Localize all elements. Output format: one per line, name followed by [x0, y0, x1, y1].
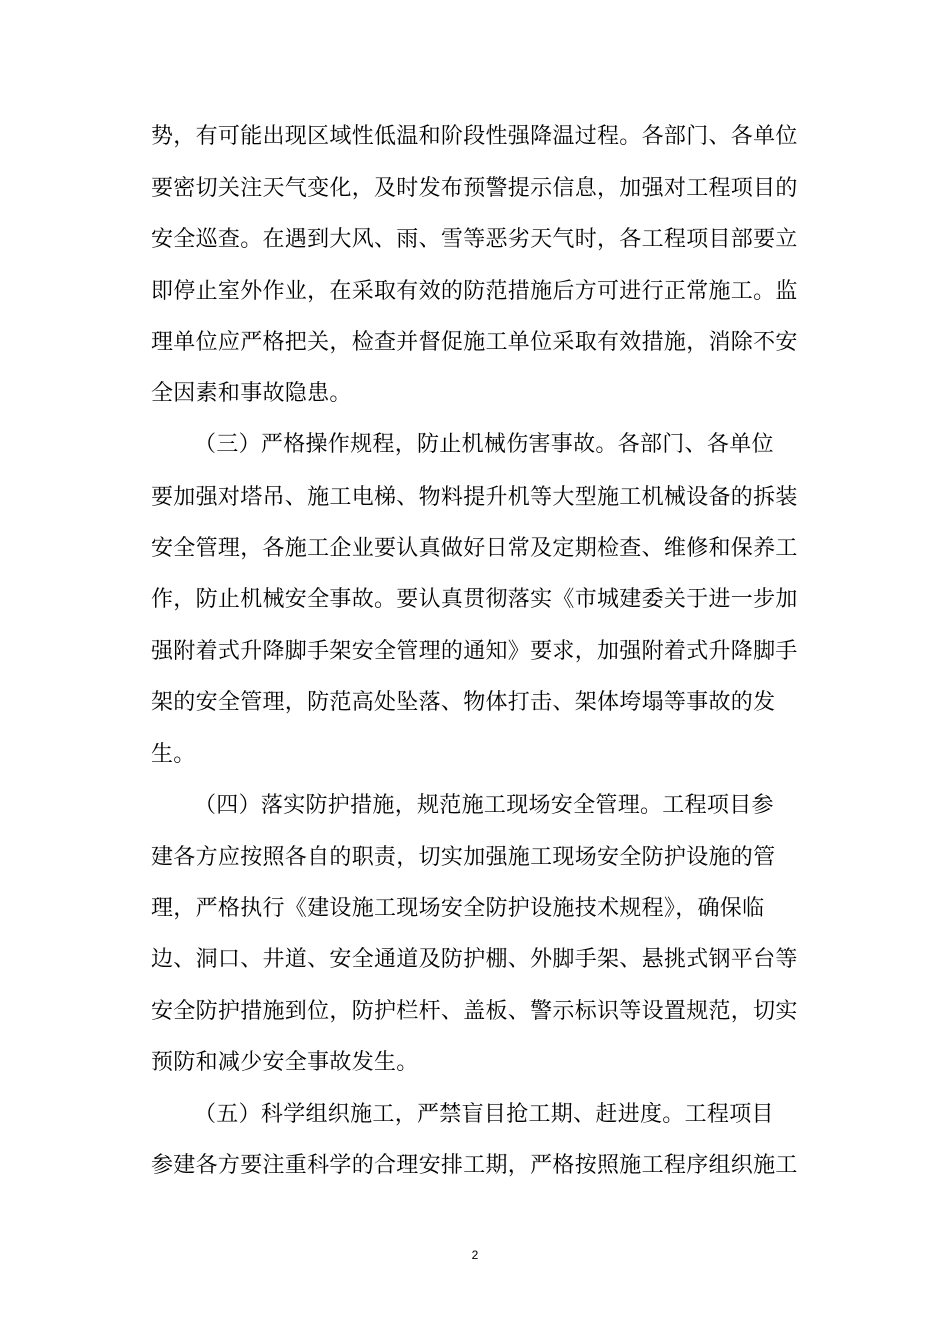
text-line: （五）科学组织施工，严禁盲目抢工期、赶进度。工程项目: [194, 1102, 774, 1127]
text-line: 理，严格执行《建设施工现场安全防护设施技术规程》，确保临: [151, 896, 765, 921]
text-line: 安全防护措施到位，防护栏杆、盖板、警示标识等设置规范，切实: [151, 999, 798, 1024]
text-line: （四）落实防护措施，规范施工现场安全管理。工程项目参: [194, 793, 774, 818]
text-line: 架的安全管理，防范高处坠落、物体打击、架体垮塌等事故的发: [151, 690, 776, 715]
text-line: 边、洞口、井道、安全通道及防护棚、外脚手架、悬挑式钢平台等: [151, 947, 798, 972]
text-line: 参建各方要注重科学的合理安排工期，严格按照施工程序组织施工: [151, 1153, 798, 1178]
text-line: 安全管理，各施工企业要认真做好日常及定期检查、维修和保养工: [151, 536, 798, 561]
text-line: 理单位应严格把关，检查并督促施工单位采取有效措施，消除不安: [151, 330, 798, 355]
text-line: 建各方应按照各自的职责，切实加强施工现场安全防护设施的管: [151, 845, 776, 870]
text-line: 要加强对塔吊、施工电梯、物料提升机等大型施工机械设备的拆装: [151, 485, 798, 510]
page-number: 2: [471, 1248, 479, 1262]
text-line: 要密切关注天气变化，及时发布预警提示信息，加强对工程项目的: [151, 176, 798, 201]
text-line: 安全巡查。在遇到大风、雨、雪等恶劣天气时，各工程项目部要立: [151, 227, 798, 252]
text-line: 势，有可能出现区域性低温和阶段性强降温过程。各部门、各单位: [151, 124, 798, 149]
text-line: 强附着式升降脚手架安全管理的通知》要求，加强附着式升降脚手: [151, 639, 798, 664]
text-line: （三）严格操作规程，防止机械伤害事故。各部门、各单位: [194, 432, 774, 457]
text-line: 生。: [151, 742, 196, 767]
text-line: 预防和减少安全事故发生。: [151, 1050, 419, 1075]
text-line: 作，防止机械安全事故。要认真贯彻落实《市城建委关于进一步加: [151, 587, 798, 612]
text-line: 全因素和事故隐患。: [151, 381, 352, 406]
text-line: 即停止室外作业，在采取有效的防范措施后方可进行正常施工。监: [151, 279, 798, 304]
